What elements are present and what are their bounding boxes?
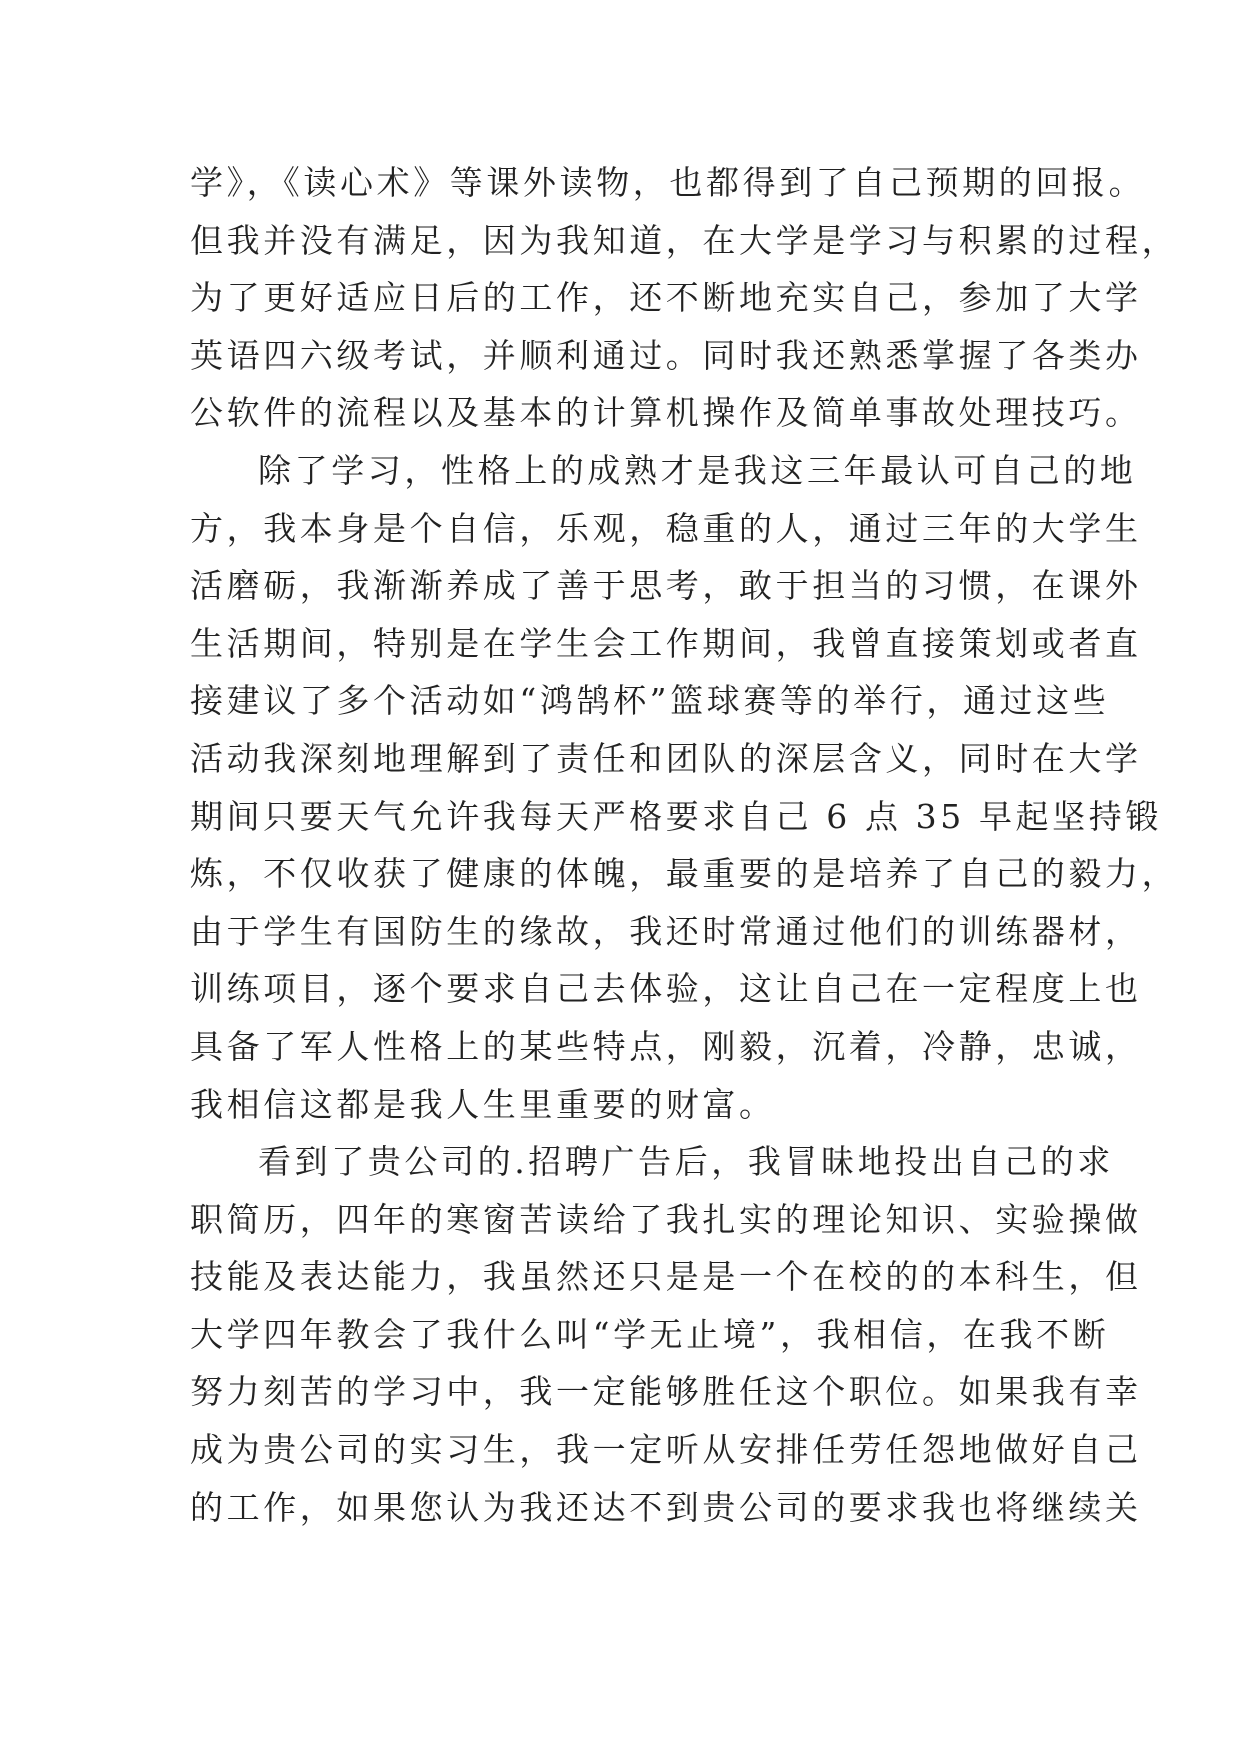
text-line: 公软件的流程以及基本的计算机操作及简单事故处理技巧。 <box>190 393 1142 433</box>
text-line: 成为贵公司的实习生，我一定听从安排任劳任怨地做好自己 <box>190 1430 1142 1470</box>
text-line: 接建议了多个活动如“鸿鹄杯”篮球赛等的举行，通过这些 <box>190 681 1110 721</box>
text-line: 看到了贵公司的.招聘广告后，我冒昧地投出自己的求 <box>258 1142 1114 1182</box>
text-line: 我相信这都是我人生里重要的财富。 <box>190 1084 776 1124</box>
text-line: 训练项目，逐个要求自己去体验，这让自己在一定程度上也 <box>190 969 1142 1009</box>
text-line: 生活期间，特别是在学生会工作期间，我曾直接策划或者直 <box>190 623 1142 663</box>
text-line: 学》，《读心术》等课外读物，也都得到了自己预期的回报。 <box>190 163 1146 202</box>
text-line: 由于学生有国防生的缘故，我还时常通过他们的训练器材， <box>190 911 1142 951</box>
text-line: 但我并没有满足，因为我知道，在大学是学习与积累的过程， <box>190 220 1179 260</box>
paragraph-continuation <box>190 154 1179 442</box>
text-line: 努力刻苦的学习中，我一定能够胜任这个职位。如果我有幸 <box>190 1372 1142 1412</box>
text-line: 为了更好适应日后的工作，还不断地充实自己，参加了大学 <box>190 278 1142 318</box>
paragraph-personality <box>190 442 1179 1133</box>
text-line: 期间只要天气允许我每天严格要求自己 6 点 35 早起坚持锻 <box>190 796 1162 836</box>
text-line: 方，我本身是个自信，乐观，稳重的人，通过三年的大学生 <box>190 508 1142 548</box>
text-line: 活动我深刻地理解到了责任和团队的深层含义，同时在大学 <box>190 738 1142 778</box>
text-line: 的工作，如果您认为我还达不到贵公司的要求我也将继续关 <box>190 1487 1142 1527</box>
text-line: 炼，不仅收获了健康的体魄，最重要的是培养了自己的毅力， <box>190 854 1179 894</box>
text-line: 除了学习，性格上的成熟才是我这三年最认可自己的地 <box>258 450 1137 490</box>
paragraph-application <box>190 1133 1142 1536</box>
text-line: 技能及表达能力，我虽然还只是是一个在校的的本科生，但 <box>190 1257 1142 1297</box>
text-line: 具备了军人性格上的某些特点，刚毅，沉着，冷静，忠诚， <box>190 1026 1142 1066</box>
text-line: 英语四六级考试，并顺利通过。同时我还熟悉掌握了各类办 <box>190 335 1142 375</box>
text-line: 活磨砺，我渐渐养成了善于思考，敢于担当的习惯，在课外 <box>190 566 1142 606</box>
text-line: 职简历，四年的寒窗苦读给了我扎实的理论知识、实验操做 <box>190 1199 1142 1239</box>
document-body <box>190 154 1179 1536</box>
text-line: 大学四年教会了我什么叫“学无止境”，我相信，在我不断 <box>190 1314 1110 1354</box>
